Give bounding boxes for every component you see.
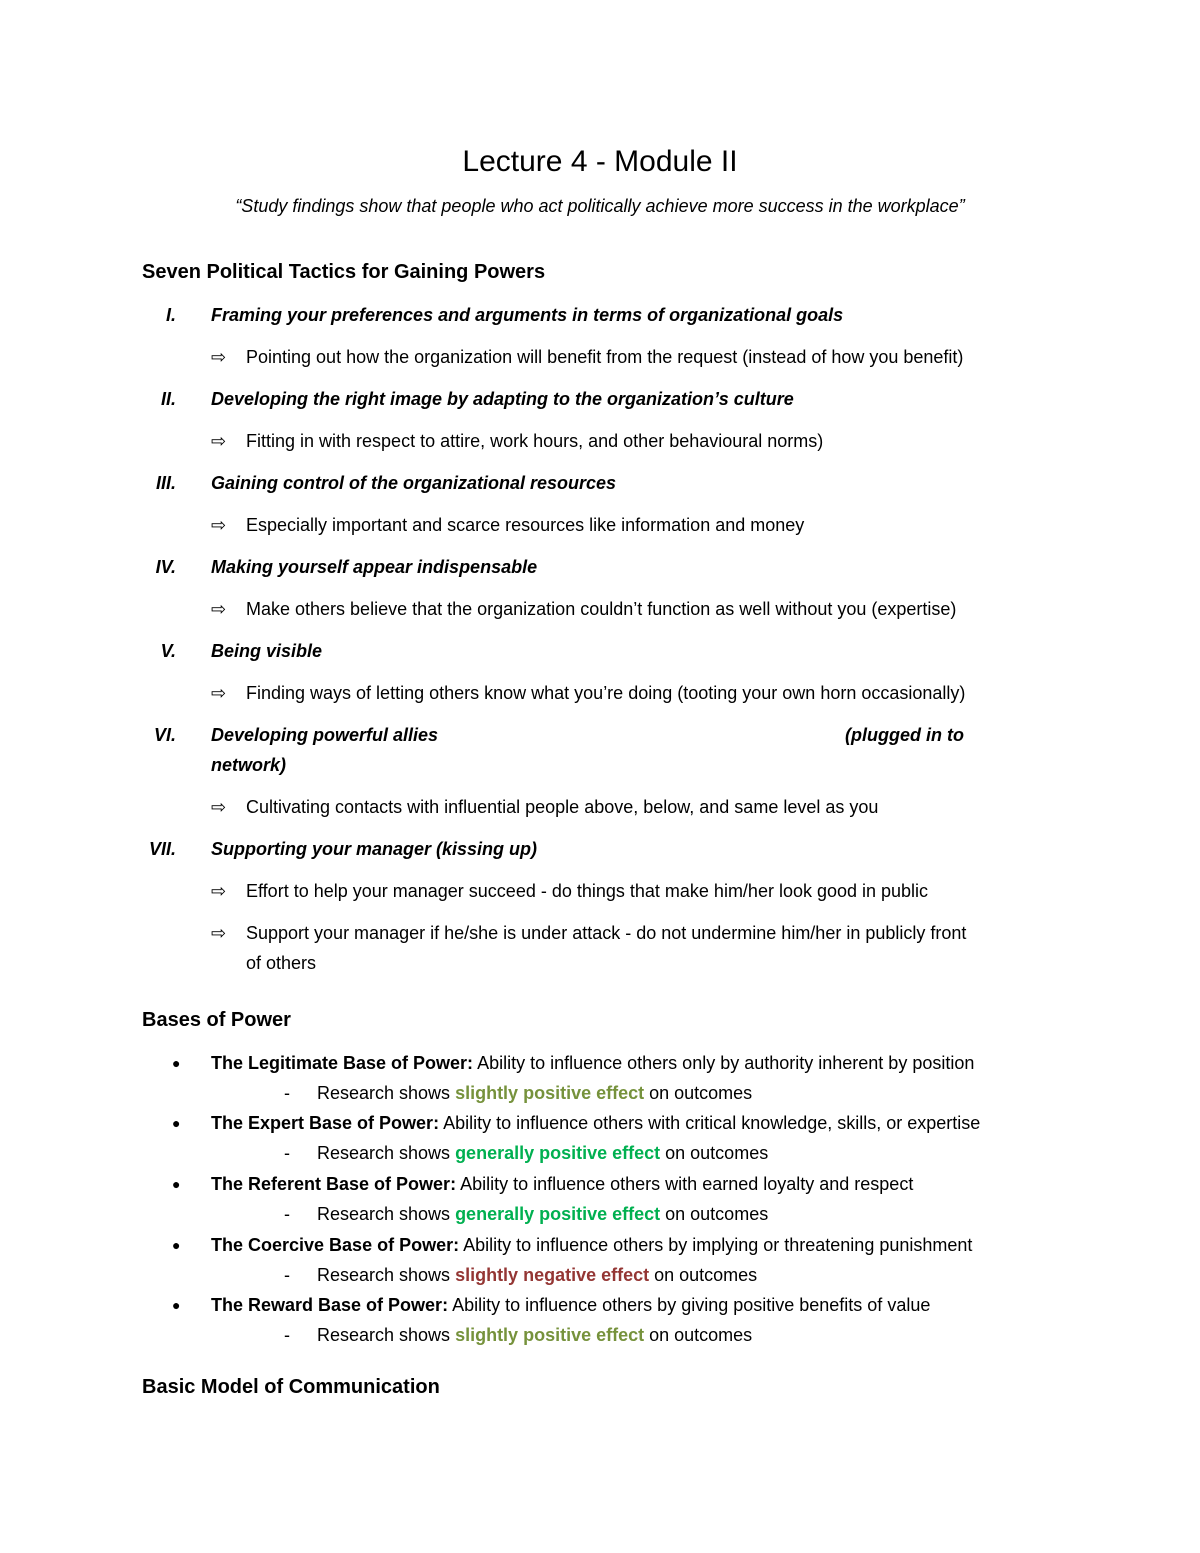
- tactic-number: VII.: [148, 839, 176, 859]
- tactic-text: Making yourself appear indispensable: [211, 557, 538, 577]
- arrow-bullet-icon: ⇨: [211, 923, 227, 943]
- tactic-detail: Cultivating contacts with influential people above, below, and same level as you: [246, 797, 879, 817]
- bullet-icon: ●: [172, 1237, 181, 1253]
- research-suffix: on outcomes: [660, 1204, 769, 1224]
- tactic-detail: Finding ways of letting others know what you’re doing (tooting your own horn occasionally): [246, 683, 966, 703]
- tactic-text: Gaining control of the organizational resources: [211, 473, 617, 493]
- base-name: The Coercive Base of Power:: [211, 1235, 460, 1255]
- base-desc: Ability to influence others by giving positive benefits of value: [448, 1295, 931, 1315]
- effect-label: slightly positive effect: [455, 1083, 645, 1103]
- research-note: [317, 1080, 752, 1106]
- bullet-icon: ●: [172, 1297, 181, 1313]
- base-item: [211, 1292, 930, 1318]
- arrow-bullet-icon: ⇨: [211, 797, 227, 817]
- bullet-icon: ●: [172, 1176, 181, 1192]
- tactic-number: I.: [165, 305, 176, 325]
- bases-heading: Bases of Power: [142, 1009, 291, 1031]
- tactic-detail: Fitting in with respect to attire, work hours, and other behavioural norms): [246, 431, 824, 451]
- dash-bullet: -: [284, 1204, 290, 1224]
- research-note: [317, 1201, 768, 1227]
- base-name: The Expert Base of Power:: [211, 1113, 440, 1133]
- research-prefix: Research shows: [317, 1325, 456, 1345]
- base-item: [211, 1171, 913, 1197]
- tactic-text: Developing powerful allies: [211, 725, 439, 745]
- tactic-text: Supporting your manager (kissing up): [211, 839, 538, 859]
- base-name: The Reward Base of Power:: [211, 1295, 449, 1315]
- arrow-bullet-icon: ⇨: [211, 683, 227, 703]
- document-title: Lecture 4 - Module II: [462, 145, 738, 178]
- base-name: The Referent Base of Power:: [211, 1174, 457, 1194]
- research-suffix: on outcomes: [644, 1083, 753, 1103]
- dash-bullet: -: [284, 1143, 290, 1163]
- research-note: [317, 1140, 768, 1166]
- base-desc: Ability to influence others with critical knowledge, skills, or expertise: [439, 1113, 981, 1133]
- base-item: [211, 1232, 972, 1258]
- tactic-number: V.: [160, 641, 176, 661]
- tactic-detail: Support your manager if he/she is under attack - do not undermine him/her in publicly front: [246, 923, 967, 943]
- dash-bullet: -: [284, 1083, 290, 1103]
- research-suffix: on outcomes: [649, 1265, 758, 1285]
- tactics-heading: Seven Political Tactics for Gaining Powers: [142, 261, 546, 283]
- research-prefix: Research shows: [317, 1143, 456, 1163]
- arrow-bullet-icon: ⇨: [211, 599, 227, 619]
- arrow-bullet-icon: ⇨: [211, 515, 227, 535]
- effect-label: slightly negative effect: [455, 1265, 650, 1285]
- bullet-icon: ●: [172, 1115, 181, 1131]
- research-suffix: on outcomes: [644, 1325, 753, 1345]
- effect-label: slightly positive effect: [455, 1325, 645, 1345]
- base-name: The Legitimate Base of Power:: [211, 1053, 474, 1073]
- research-suffix: on outcomes: [660, 1143, 769, 1163]
- arrow-bullet-icon: ⇨: [211, 431, 227, 451]
- tactic-detail: Make others believe that the organization couldn’t function as well without you (expertise): [246, 599, 957, 619]
- tactic-number: VI.: [153, 725, 176, 745]
- base-item: [211, 1050, 974, 1076]
- base-desc: Ability to influence others with earned loyalty and respect: [456, 1174, 914, 1194]
- dash-bullet: -: [284, 1265, 290, 1285]
- base-desc: Ability to influence others by implying or threatening punishment: [459, 1235, 973, 1255]
- tactic-aside: (plugged in to: [845, 725, 964, 745]
- research-prefix: Research shows: [317, 1265, 456, 1285]
- tactic-detail: Especially important and scarce resources like information and money: [246, 515, 805, 535]
- research-prefix: Research shows: [317, 1083, 456, 1103]
- effect-label: generally positive effect: [455, 1204, 661, 1224]
- research-note: [317, 1322, 752, 1348]
- tactic-detail: Pointing out how the organization will benefit from the request (instead of how you benefit): [246, 347, 964, 367]
- tactic-number: II.: [160, 389, 176, 409]
- tactic-text: Being visible: [211, 641, 323, 661]
- effect-label: generally positive effect: [455, 1143, 661, 1163]
- tactic-detail-continued: of others: [246, 953, 317, 973]
- bullet-icon: ●: [172, 1055, 181, 1071]
- tactic-number: IV.: [155, 557, 176, 577]
- tactic-text: Developing the right image by adapting to the organization’s culture: [211, 389, 794, 409]
- dash-bullet: -: [284, 1325, 290, 1345]
- arrow-bullet-icon: ⇨: [211, 347, 227, 367]
- base-desc: Ability to influence others only by authority inherent by position: [473, 1053, 975, 1073]
- tactic-text-continued: network): [211, 755, 287, 775]
- tactic-text: Framing your preferences and arguments in terms of organizational goals: [211, 305, 844, 325]
- research-prefix: Research shows: [317, 1204, 456, 1224]
- base-item: [211, 1110, 980, 1136]
- communication-heading: Basic Model of Communication: [142, 1376, 440, 1398]
- tactic-number: III.: [155, 473, 176, 493]
- document-subtitle: “Study findings show that people who act politically achieve more success in the workplace”: [235, 196, 965, 216]
- research-note: [317, 1262, 757, 1288]
- arrow-bullet-icon: ⇨: [211, 881, 227, 901]
- tactic-detail: Effort to help your manager succeed - do things that make him/her look good in public: [246, 881, 929, 901]
